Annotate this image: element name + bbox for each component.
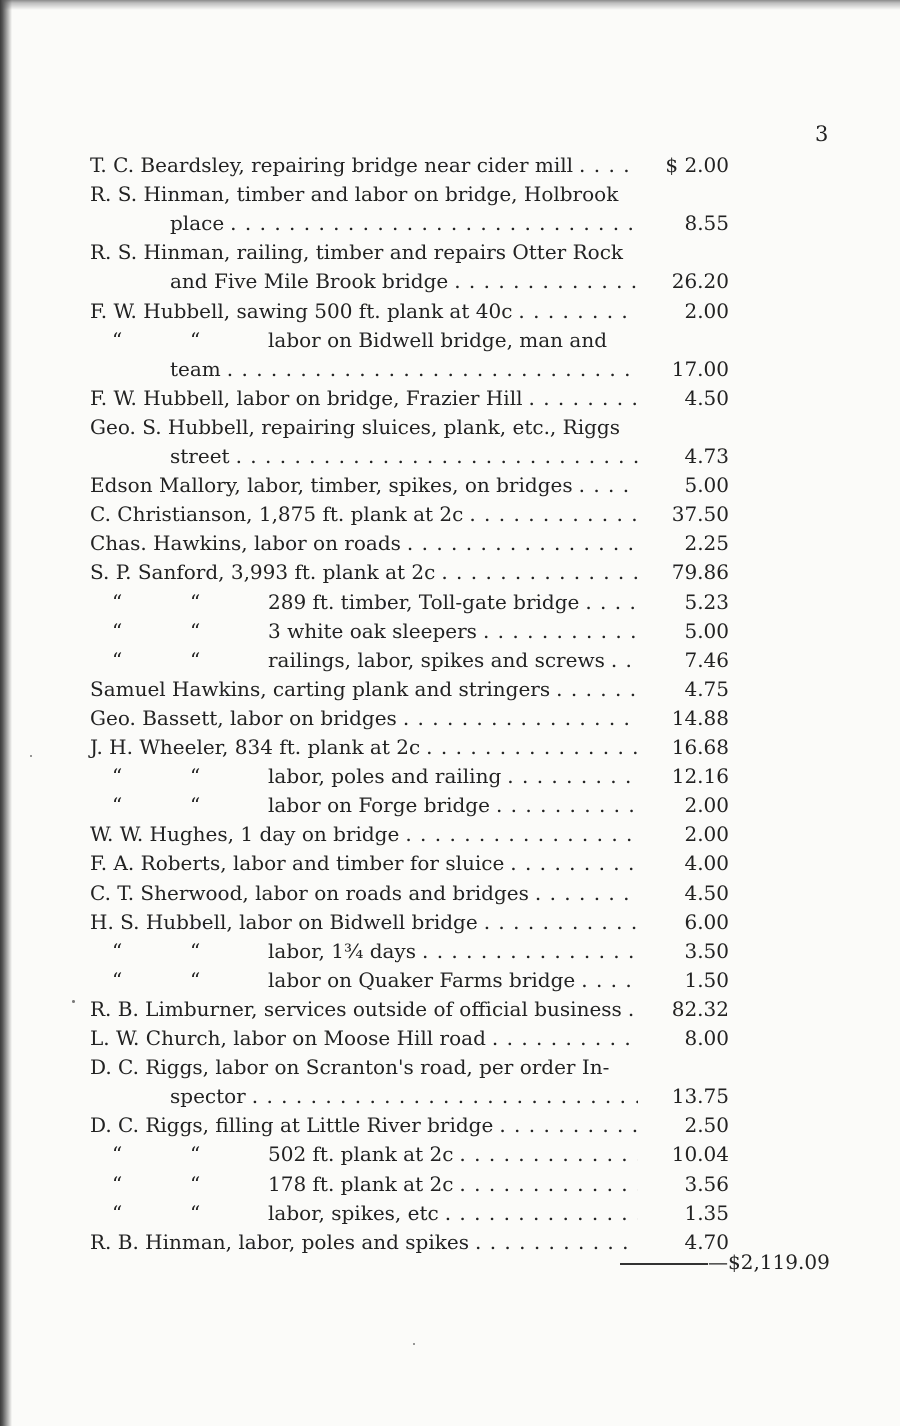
ledger-amount: 2.50 — [684, 1113, 729, 1138]
ditto-mark: “ — [190, 793, 201, 818]
stray-ink-dot — [413, 1343, 415, 1345]
ledger-row — [0, 761, 900, 791]
ledger-description — [170, 441, 638, 471]
ledger-row — [0, 1198, 900, 1228]
ledger-row — [0, 354, 900, 384]
ledger-amount: 8.00 — [684, 1026, 729, 1050]
ledger-item-text: 178 ft. plank at 2c — [268, 1171, 454, 1196]
dot-leader — [441, 557, 638, 587]
ledger-total — [620, 1250, 830, 1274]
page-edge-shadow-top — [0, 0, 900, 10]
dot-leader — [445, 1198, 638, 1228]
dot-leader — [507, 761, 638, 791]
stray-ink-dot — [30, 755, 32, 757]
ditto-mark: “ — [112, 764, 123, 789]
ditto-mark: “ — [190, 647, 201, 672]
dot-leader — [496, 790, 638, 820]
dot-leader — [483, 616, 638, 646]
ledger-item-text: labor, spikes, etc — [268, 1200, 439, 1225]
ledger-description — [90, 703, 638, 733]
ledger-row — [0, 848, 900, 878]
dot-leader — [579, 470, 638, 500]
ditto-mark: “ — [112, 1200, 123, 1225]
dot-leader — [628, 994, 638, 1024]
ledger-item-text: Chas. Hawkins, labor on roads — [90, 531, 401, 556]
ledger-row — [0, 790, 900, 820]
ledger-amount: 5.00 — [684, 473, 729, 498]
ledger-description — [90, 470, 638, 500]
ledger-row — [0, 266, 900, 296]
total-amount: —$2,119.09 — [708, 1250, 830, 1274]
dot-leader — [459, 1169, 638, 1199]
ledger-item-text: Geo. S. Hubbell, repairing sluices, plank, etc., Riggs — [90, 414, 620, 439]
ledger-description — [112, 936, 638, 966]
ledger-description — [112, 965, 638, 995]
ledger-row — [0, 441, 900, 471]
ledger-amount: 26.20 — [671, 269, 729, 294]
ditto-mark: “ — [190, 1142, 201, 1167]
ledger-item-text: F. A. Roberts, labor and timber for sluice — [90, 851, 505, 876]
ledger-row — [0, 150, 900, 180]
ledger-item-text: D. C. Riggs, labor on Scranton's road, per order In- — [90, 1055, 610, 1080]
ledger-row — [0, 325, 900, 355]
ledger-description — [112, 325, 638, 355]
ledger-item-text: spector — [170, 1084, 246, 1109]
ledger-amount: 2.00 — [684, 793, 729, 818]
ledger-description — [170, 1081, 638, 1111]
ledger-description — [90, 383, 638, 413]
ledger-row — [0, 557, 900, 587]
ditto-mark: “ — [112, 647, 123, 672]
ledger-row — [0, 819, 900, 849]
ledger-row — [0, 878, 900, 908]
ledger-row — [0, 994, 900, 1024]
ledger-row — [0, 412, 900, 442]
ledger-item-text: R. B. Hinman, labor, poles and spikes — [90, 1229, 469, 1254]
ledger-row — [0, 208, 900, 238]
ledger-description — [90, 179, 638, 209]
ledger-description — [90, 557, 638, 587]
dot-leader — [585, 587, 638, 617]
dot-leader — [510, 848, 638, 878]
ditto-mark: “ — [190, 764, 201, 789]
ledger-item-text: D. C. Riggs, filling at Little River bridge — [90, 1113, 494, 1138]
dot-leader — [407, 528, 638, 558]
total-rule — [620, 1263, 708, 1265]
dot-leader — [422, 936, 638, 966]
ledger-item-text: R. S. Hinman, timber and labor on bridge, Holbrook — [90, 182, 619, 207]
dot-leader — [499, 1110, 638, 1140]
dot-leader — [236, 441, 638, 471]
ledger-description — [170, 208, 638, 238]
ledger-description — [170, 354, 638, 384]
dot-leader — [579, 150, 638, 180]
ditto-mark: “ — [112, 1171, 123, 1196]
ledger-row — [0, 587, 900, 617]
ditto-mark: “ — [112, 967, 123, 992]
ledger-row — [0, 470, 900, 500]
ledger-amount: 3.56 — [684, 1171, 729, 1196]
ledger-item-text: labor on Quaker Farms bridge — [268, 967, 576, 992]
ledger-amount: 1.50 — [684, 967, 729, 992]
ledger-item-text: R. B. Limburner, services outside of official business — [90, 996, 622, 1021]
ledger-description — [90, 1227, 638, 1257]
ledger-item-text: C. T. Sherwood, labor on roads and bridges — [90, 880, 529, 905]
ledger-amount: 12.16 — [671, 764, 729, 789]
ledger-item-text: F. W. Hubbell, labor on bridge, Frazier Hill — [90, 385, 523, 410]
ledger-description — [90, 150, 638, 180]
ledger-amount: 37.50 — [671, 502, 729, 527]
ledger-amount: 79.86 — [671, 560, 729, 585]
dot-leader — [518, 296, 638, 326]
dot-leader — [528, 383, 638, 413]
ditto-mark: “ — [112, 938, 123, 963]
ledger-row — [0, 1052, 900, 1082]
ledger-item-text: Geo. Bassett, labor on bridges — [90, 705, 397, 730]
ledger-item-text: labor on Forge bridge — [268, 793, 490, 818]
ledger-description — [90, 674, 638, 704]
ledger-item-text: team — [170, 356, 221, 381]
ledger-item-text: 289 ft. timber, Toll-gate bridge — [268, 589, 580, 614]
ledger-amount: 5.23 — [684, 589, 729, 614]
ledger-item-text: L. W. Church, labor on Moose Hill road — [90, 1026, 486, 1050]
dot-leader — [475, 1227, 638, 1257]
ledger-amount: 2.25 — [684, 531, 729, 556]
ledger-row — [0, 703, 900, 733]
ledger-description — [112, 790, 638, 820]
ledger-description — [112, 645, 638, 675]
ledger-item-text: W. W. Hughes, 1 day on bridge — [90, 822, 400, 847]
ledger-amount: 4.50 — [684, 880, 729, 905]
ditto-mark: “ — [190, 938, 201, 963]
ledger-amount: 7.46 — [684, 647, 729, 672]
ledger-item-text: Samuel Hawkins, carting plank and stringers — [90, 676, 551, 701]
ledger-row — [0, 237, 900, 267]
ditto-mark: “ — [112, 618, 123, 643]
ledger-row — [0, 936, 900, 966]
ledger-description — [90, 1052, 638, 1082]
ledger-description — [90, 907, 638, 937]
ledger-amount: 82.32 — [671, 996, 729, 1021]
ledger-item-text: place — [170, 211, 225, 236]
ledger-item-text: labor, 1¾ days — [268, 938, 416, 963]
ditto-mark: “ — [112, 1142, 123, 1167]
ditto-mark: “ — [190, 1200, 201, 1225]
dot-leader — [581, 965, 638, 995]
dot-leader — [484, 907, 638, 937]
dot-leader — [252, 1081, 638, 1111]
ledger-amount: 8.55 — [684, 211, 729, 236]
ledger-amount: 4.00 — [684, 851, 729, 876]
ledger-amount: 6.00 — [684, 909, 729, 934]
ledger-amount: 16.68 — [671, 735, 729, 759]
ledger-item-text: and Five Mile Brook bridge — [170, 269, 449, 294]
ledger-amount: 13.75 — [671, 1084, 729, 1109]
dot-leader — [611, 645, 638, 675]
ledger-description — [90, 296, 638, 326]
ledger-description — [112, 1198, 638, 1228]
dot-leader — [469, 499, 638, 529]
ledger-description — [90, 848, 638, 878]
ledger-amount: 3.50 — [684, 938, 729, 963]
ditto-mark: “ — [190, 1171, 201, 1196]
ledger-item-text: railings, labor, spikes and screws — [268, 647, 605, 672]
ledger-amount: 4.50 — [684, 385, 729, 410]
ledger-description — [90, 819, 638, 849]
ledger-row — [0, 1110, 900, 1140]
ditto-mark: “ — [190, 589, 201, 614]
ledger-item-text: street — [170, 444, 230, 468]
ledger-amount: 2.00 — [684, 822, 729, 847]
ledger-item-text: F. W. Hubbell, sawing 500 ft. plank at 40c — [90, 298, 513, 323]
ledger-row — [0, 1139, 900, 1169]
ledger-row — [0, 616, 900, 646]
ledger-row — [0, 965, 900, 995]
ledger-description — [112, 616, 638, 646]
ledger-description — [112, 587, 638, 617]
ledger-description — [90, 732, 638, 762]
ledger-description — [112, 1169, 638, 1199]
ledger-item-text: Edson Mallory, labor, timber, spikes, on bridges — [90, 473, 573, 498]
ledger-description — [90, 412, 638, 442]
ditto-mark: “ — [112, 327, 123, 352]
dot-leader — [426, 732, 638, 762]
ledger-row — [0, 179, 900, 209]
ditto-mark: “ — [190, 327, 201, 352]
ledger-amount: 4.70 — [684, 1229, 729, 1254]
ledger-description — [170, 266, 638, 296]
ledger-amount: 5.00 — [684, 618, 729, 643]
ledger-row — [0, 674, 900, 704]
ledger-item-text: 3 white oak sleepers — [268, 618, 477, 643]
ledger-row — [0, 645, 900, 675]
dot-leader — [405, 819, 638, 849]
ditto-mark: “ — [190, 618, 201, 643]
ledger-description — [90, 499, 638, 529]
ledger-description — [90, 528, 638, 558]
ledger-item-text: labor on Bidwell bridge, man and — [268, 327, 608, 352]
dot-leader — [459, 1139, 638, 1169]
ledger-item-text: labor, poles and railing — [268, 764, 502, 789]
ditto-mark: “ — [190, 967, 201, 992]
ledger-description — [90, 237, 638, 267]
ledger-amount: 2.00 — [684, 298, 729, 323]
ledger-amount: 14.88 — [671, 705, 729, 730]
dot-leader — [454, 266, 638, 296]
stray-ink-dot — [72, 1000, 75, 1003]
ledger-item-text: S. P. Sanford, 3,993 ft. plank at 2c — [90, 560, 436, 585]
dot-leader — [492, 1023, 638, 1053]
dot-leader — [227, 354, 638, 384]
ledger-description — [112, 1139, 638, 1169]
dot-leader — [535, 878, 638, 908]
ledger-amount: 4.73 — [684, 444, 729, 468]
ledger-row — [0, 732, 900, 762]
ledger-row — [0, 528, 900, 558]
ledger-description — [90, 1023, 638, 1053]
dot-leader — [403, 703, 638, 733]
ledger-item-text: H. S. Hubbell, labor on Bidwell bridge — [90, 909, 478, 934]
ledger-item-text: R. S. Hinman, railing, timber and repairs Otter Rock — [90, 240, 624, 265]
ledger-item-text: J. H. Wheeler, 834 ft. plank at 2c — [90, 735, 421, 759]
ledger-description — [90, 994, 638, 1024]
dot-leader — [556, 674, 638, 704]
ledger-amount: 10.04 — [671, 1142, 729, 1167]
ditto-mark: “ — [112, 589, 123, 614]
ledger-description — [90, 1110, 638, 1140]
ledger-amount: 4.75 — [684, 676, 729, 701]
ledger-amount: $ 2.00 — [665, 153, 729, 177]
ledger-description — [90, 878, 638, 908]
ledger-row — [0, 1023, 900, 1053]
ledger-description — [112, 761, 638, 791]
ledger-row — [0, 907, 900, 937]
dot-leader — [230, 208, 638, 238]
ledger-item-text: 502 ft. plank at 2c — [268, 1142, 454, 1167]
ledger-row — [0, 296, 900, 326]
ledger-amount: 17.00 — [671, 356, 729, 381]
ledger-amount: 1.35 — [684, 1200, 729, 1225]
ditto-mark: “ — [112, 793, 123, 818]
page-number: 3 — [815, 122, 829, 146]
ledger-row — [0, 499, 900, 529]
ledger-item-text: T. C. Beardsley, repairing bridge near cider mill — [90, 153, 574, 177]
ledger-row — [0, 1169, 900, 1199]
ledger-row — [0, 1081, 900, 1111]
ledger-item-text: C. Christianson, 1,875 ft. plank at 2c — [90, 502, 464, 527]
ledger-row — [0, 383, 900, 413]
